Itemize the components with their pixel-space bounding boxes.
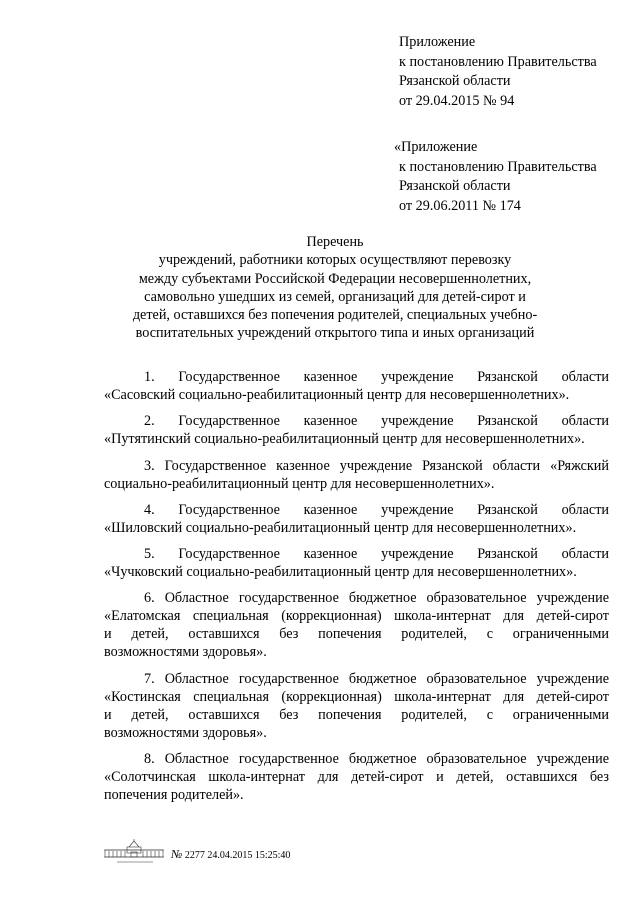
appendix-date-number: от 29.06.2011 № 174 bbox=[399, 197, 521, 214]
list-item-line: 7. Областное государственное бюджетное образовательное учреждение bbox=[144, 670, 609, 687]
list-item-line: и детей, оставшихся без попечения родителей, с ограниченными bbox=[104, 626, 609, 643]
appendix-date-number: от 29.04.2015 № 94 bbox=[399, 92, 515, 109]
appendix-line: к постановлению Правительства bbox=[399, 53, 597, 70]
list-item-line: 8. Областное государственное бюджетное образовательное учреждение bbox=[144, 751, 609, 768]
appendix-title: Приложение bbox=[399, 34, 476, 50]
number-sign: № bbox=[171, 847, 183, 861]
registration-number-date: 2277 24.04.2015 15:25:40 bbox=[184, 850, 291, 861]
list-item bbox=[104, 457, 609, 493]
appendix-line: Рязанской области bbox=[399, 178, 511, 194]
registration-stamp bbox=[103, 838, 363, 868]
list-item-line: 6. Областное государственное бюджетное образовательное учреждение bbox=[144, 590, 609, 607]
list-item bbox=[104, 750, 609, 804]
list-item-line: 5. Государственное казенное учреждение Рязанской области bbox=[144, 546, 609, 563]
list-item-line: «Шиловский социально-реабилитационный центр для несовершеннолетних». bbox=[104, 519, 577, 536]
registration-stamp-text bbox=[171, 847, 290, 862]
appendix-line: Рязанской области bbox=[399, 73, 511, 89]
appendix-title: «Приложение bbox=[394, 139, 478, 155]
appendix-block-current bbox=[399, 33, 597, 111]
list-item bbox=[104, 589, 609, 661]
list-item bbox=[104, 545, 609, 581]
list-item-line: попечения родителей». bbox=[104, 787, 244, 804]
list-item-line: 3. Государственное казенное учреждение Рязанской области «Ряжский bbox=[144, 457, 609, 474]
list-item-line: «Костинская специальная (коррекционная) школа-интернат для детей-сирот bbox=[104, 688, 609, 705]
heading-line: детей, оставшихся без попечения родителей, специальных учебно- bbox=[132, 307, 538, 324]
list-item-line: и детей, оставшихся без попечения родителей, с ограниченными bbox=[104, 706, 609, 723]
list-item-line: 2. Государственное казенное учреждение Рязанской области bbox=[144, 413, 609, 430]
list-item bbox=[104, 368, 609, 404]
document-heading bbox=[110, 233, 560, 343]
list-item-line: «Елатомская специальная (коррекционная) школа-интернат для детей-сирот bbox=[104, 608, 609, 625]
heading-line: между субъектами Российской Федерации несовершеннолетних, bbox=[138, 270, 532, 287]
appendix-block-original bbox=[394, 138, 597, 216]
list-item-line: «Солотчинская школа-интернат для детей-сирот и детей, оставшихся без bbox=[104, 769, 609, 786]
list-item-line: «Сасовский социально-реабилитационный центр для несовершеннолетних». bbox=[104, 387, 570, 403]
heading-line: учреждений, работники которых осуществляют перевозку bbox=[158, 252, 512, 269]
list-item-line: возможностями здоровья». bbox=[104, 724, 267, 741]
list-item-line: 1. Государственное казенное учреждение Рязанской области bbox=[144, 369, 609, 385]
list-item bbox=[104, 412, 609, 448]
list-item-line: социально-реабилитационный центр для несовершеннолетних». bbox=[104, 475, 495, 492]
appendix-line: к постановлению Правительства bbox=[399, 158, 597, 175]
list-item bbox=[104, 670, 609, 742]
institution-list bbox=[104, 368, 609, 812]
building-emblem-icon bbox=[103, 838, 165, 866]
list-item-line: 4. Государственное казенное учреждение Рязанской области bbox=[144, 501, 609, 518]
list-item bbox=[104, 501, 609, 537]
list-item-line: «Путятинский социально-реабилитационный центр для несовершеннолетних». bbox=[104, 431, 585, 448]
list-item-line: возможностями здоровья». bbox=[104, 644, 267, 661]
heading-line: воспитательных учреждений открытого типа и иных организаций bbox=[135, 325, 535, 342]
heading-title: Перечень bbox=[306, 234, 364, 250]
list-item-line: «Чучковский социально-реабилитационный центр для несовершеннолетних». bbox=[104, 564, 577, 581]
heading-line: самовольно ушедших из семей, организаций для детей-сирот и bbox=[144, 288, 526, 305]
